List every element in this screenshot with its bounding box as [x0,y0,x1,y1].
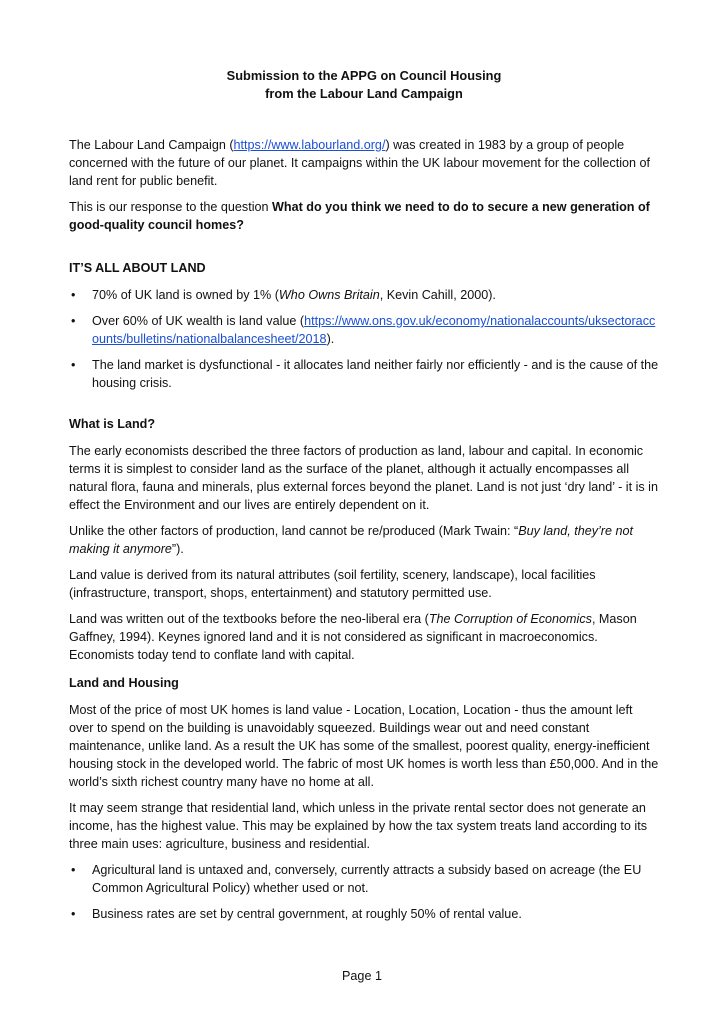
document-body [69,67,659,931]
intro-paragraph-2 [69,198,659,234]
quote-lead: Unlike the other factors of production, land cannot be re/produced (Mark Twain: “ [69,524,519,538]
bullet-text: , Kevin Cahill, 2000). [379,288,496,302]
book-title: Who Owns Britain [278,288,380,302]
intro-question: What do you think we need to do to secure a new generation of good-quality council homes? [69,200,650,232]
title-line-1: Submission to the APPG on Council Housing [226,68,502,83]
bullet-text: Over 60% of UK wealth is land value ( [92,314,305,328]
land-housing-paragraph-1: Most of the price of most UK homes is land value - Location, Location, Location - thus the amount left over to spend on the building is unavoidably squeezed. Buildings wear out and need constant maintenance, unlike land. As a result the UK has some of the smallest, poorest quality, energy-inefficient housing stock in the developed world. The fabric of most UK homes is worth less than £50,000. And in the world’s sixth richest country many have no home at all. [69,703,659,789]
what-is-land-paragraph-3: Land value is derived from its natural attributes (soil fertility, scenery, landscape), local facilities (infrastructure, transport, shops, entertainment) and statutory permitted use. [69,568,596,600]
bullet-text: Agricultural land is untaxed and, conversely, currently attracts a subsidy based on acreage (the EU Common Agricultural Policy) whether used or not. [92,863,642,895]
document-title [69,67,659,103]
list-item [69,356,659,392]
page-number: Page 1 [342,969,382,983]
bullet-text: 70% of UK land is owned by 1% ( [92,288,279,302]
what-is-land-paragraph-4 [69,610,659,664]
title-line-2: from the Labour Land Campaign [265,86,463,101]
bullet-icon: • [71,907,76,921]
list-item [69,905,659,923]
land-use-list [69,861,659,923]
what-is-land-paragraph-1: The early economists described the three factors of production as land, labour and capital. In economic terms it is simplest to consider land as the surface of the planet, although it actually encompasses all natural flora, fauna and minerals, plus external forces beyond the planet. Land is not just ‘dry land’ - it is in effect the Environment and our lives are entirely dependent on it. [69,444,658,512]
paragraph-rest: , Mason Gaffney, 1994). Keynes ignored land and it is not considered as significant in macroeconomics. Economists today tend to conflate land with capital. [69,612,637,662]
intro-question-lead: This is our response to the question [69,200,273,214]
bullet-icon: • [71,288,76,302]
section-heading-land-and-housing: Land and Housing [69,676,179,690]
what-is-land-paragraph-2 [69,522,659,558]
land-housing-paragraph-2: It may seem strange that residential land, which unless in the private rental sector does not generate an income, has the highest value. This may be explained by how the tax system treats land according to its three main uses: agriculture, business and residential. [69,801,647,851]
section-heading-all-about-land: IT’S ALL ABOUT LAND [69,261,206,275]
bullet-icon: • [71,863,76,877]
list-item [69,286,659,304]
bullet-icon: • [71,314,76,328]
bullet-icon: • [71,358,76,372]
bullet-text: Business rates are set by central government, at roughly 50% of rental value. [92,907,522,921]
list-item [69,861,659,897]
list-item [69,312,659,348]
paragraph-lead: Land was written out of the textbooks before the neo-liberal era ( [69,612,429,626]
bullet-text: The land market is dysfunctional - it allocates land neither fairly nor efficiently - and is the cause of the housing crisis. [92,358,659,390]
quote-end: ”). [171,542,184,556]
section-heading-what-is-land: What is Land? [69,417,156,431]
intro-text-b: ) was created in 1983 by a group of people concerned with the future of our planet. It campaigns within the UK labour movement for the collection of land rent for public benefit. [69,138,651,188]
labourland-link[interactable]: https://www.labourland.org/ [233,138,386,152]
ons-link[interactable]: https://www.ons.gov.uk/economy/nationalaccounts/uksectoraccounts/bulletins/nationalbalancesheet/2018 [92,314,656,346]
intro-paragraph-1 [69,136,659,190]
all-about-land-list [69,286,659,392]
twain-quote: Buy land, they’re not making it anymore [69,524,634,556]
bullet-text: ). [326,332,335,346]
intro-text-a: The Labour Land Campaign ( [69,138,234,152]
book-title: The Corruption of Economics [428,612,592,626]
